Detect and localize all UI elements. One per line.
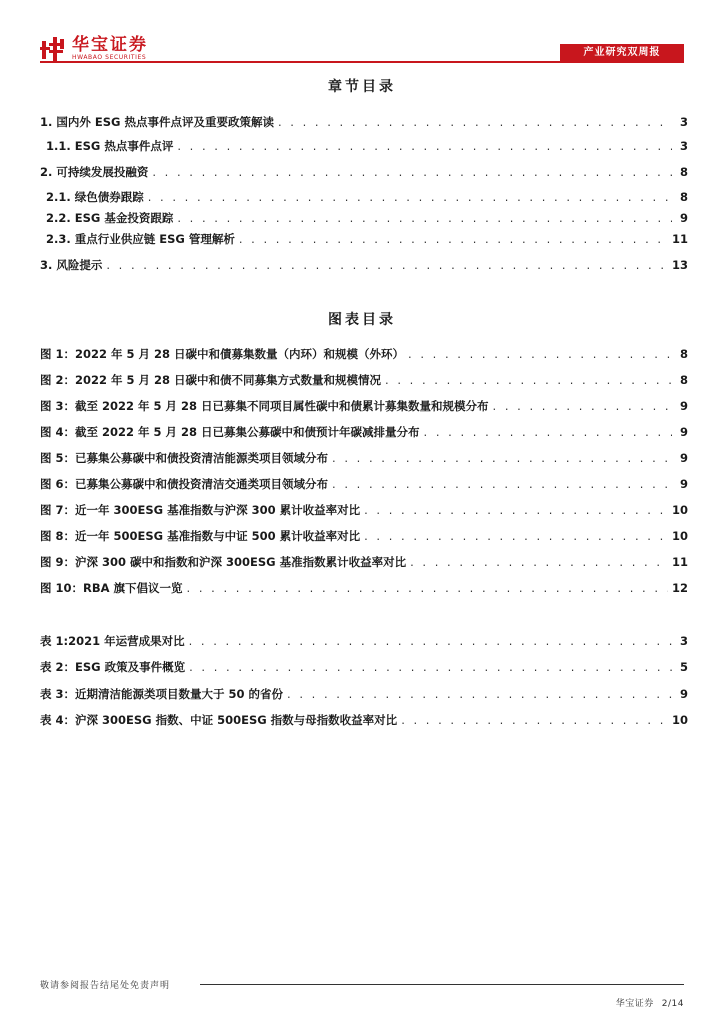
figure-toc-title: 图表目录 [328,312,396,328]
toc-chapter-2-3[interactable] [46,231,688,247]
toc-figure-7[interactable] [40,502,688,518]
toc-page-number: 8 [679,347,688,361]
toc-leader [410,554,668,570]
logo-chinese-name: 华宝证券 [72,35,148,55]
toc-leader [278,114,672,130]
logo-english-name: HWABAO SECURITIES [72,54,147,61]
toc-leader [152,164,672,180]
hwabao-logo-icon [40,37,66,61]
toc-figure-2[interactable] [40,372,688,388]
toc-figure-10[interactable] [40,580,688,596]
toc-figure-5[interactable] [40,450,688,466]
toc-page-number: 3 [679,139,688,153]
toc-label: 图 7：近一年 300ESG 基准指数与沪深 300 累计收益率对比 [40,503,361,517]
toc-table-2[interactable] [40,659,688,675]
toc-leader [332,476,672,492]
toc-page-number: 11 [671,232,688,246]
toc-chapter-3[interactable] [40,257,688,273]
toc-figure-8[interactable] [40,528,688,544]
toc-label: 图 3：截至 2022 年 5 月 28 日已募集不同项目属性碳中和债累计募集数量和规模分布 [40,399,489,413]
footer-info [608,996,684,1009]
toc-page-number: 13 [671,258,688,272]
toc-label: 图 1：2022 年 5 月 28 日碳中和債募集数量（内环）和规模（外环） [40,347,405,361]
toc-page-number: 5 [679,660,688,674]
toc-label: 图 10：RBA 旗下倡议一览 [40,581,183,595]
toc-chapter-1[interactable] [40,114,688,130]
toc-table-3[interactable] [40,686,688,702]
footer-divider [200,984,684,985]
toc-leader [424,424,672,440]
toc-figure-1[interactable] [40,346,688,362]
toc-page-number: 8 [679,190,688,204]
header-divider [40,61,684,63]
toc-label: 图 9：沪深 300 碳中和指数和沪深 300ESG 基准指数累计收益率对比 [40,555,407,569]
toc-page-number: 9 [679,425,688,439]
toc-page-number: 10 [671,529,688,543]
page-header [0,0,724,64]
toc-page-number: 9 [679,451,688,465]
toc-leader [364,502,668,518]
toc-chapter-1-1[interactable] [46,138,688,154]
toc-page-number: 11 [671,555,688,569]
toc-leader [287,686,672,702]
toc-leader [385,372,672,388]
toc-label: 2.2. ESG 基金投资跟踪 [46,211,174,225]
toc-page-number: 8 [679,373,688,387]
toc-label: 表 4：沪深 300ESG 指数、中证 500ESG 指数与母指数收益率对比 [40,713,398,727]
footer-company: 华宝证券 [615,999,654,1009]
toc-leader [106,257,668,273]
toc-label: 1.1. ESG 热点事件点评 [46,139,174,153]
toc-label: 3. 风险提示 [40,258,103,272]
toc-chapter-2-1[interactable] [46,189,688,205]
toc-table-4[interactable] [40,712,688,728]
toc-leader [408,346,672,362]
toc-page-number: 12 [671,581,688,595]
toc-page-number: 3 [679,634,688,648]
toc-leader [177,138,672,154]
toc-label: 2.3. 重点行业供应链 ESG 管理解析 [46,232,235,246]
toc-page-number: 9 [679,687,688,701]
toc-label: 图 6：已募集公募碳中和债投资清洁交通类项目领域分布 [40,477,329,491]
toc-page-number: 10 [671,713,688,727]
toc-leader [177,210,672,226]
toc-label: 表 3：近期清洁能源类项目数量大于 50 的省份 [40,687,284,701]
toc-label: 1. 国内外 ESG 热点事件点评及重要政策解读 [40,115,274,129]
disclaimer-note: 敬请参阅报告结尾处免责声明 [40,981,171,991]
toc-label: 图 5：已募集公募碳中和债投资清洁能源类项目领域分布 [40,451,329,465]
report-type-badge: 产业研究双周报 [560,44,684,62]
chapter-toc-title: 章节目录 [328,79,396,95]
toc-figure-4[interactable] [40,424,688,440]
toc-leader [332,450,672,466]
toc-label: 图 8：近一年 500ESG 基准指数与中证 500 累计收益率对比 [40,529,361,543]
toc-label: 图 2：2022 年 5 月 28 日碳中和债不同募集方式数量和规模情况 [40,373,382,387]
page-number: 2/14 [661,999,684,1009]
toc-leader [401,712,668,728]
toc-leader [364,528,668,544]
toc-page-number: 9 [679,211,688,225]
toc-leader [187,580,668,596]
toc-page-number: 8 [679,165,688,179]
toc-chapter-2[interactable] [40,164,688,180]
toc-label: 2. 可持续发展投融资 [40,165,149,179]
toc-page-number: 9 [679,399,688,413]
toc-page-number: 10 [671,503,688,517]
toc-label: 表 1:2021 年运营成果对比 [40,634,185,648]
toc-label: 表 2：ESG 政策及事件概览 [40,660,186,674]
company-logo [40,34,148,64]
toc-chapter-2-2[interactable] [46,210,688,226]
toc-figure-9[interactable] [40,554,688,570]
toc-figure-6[interactable] [40,476,688,492]
toc-page-number: 3 [679,115,688,129]
toc-label: 图 4：截至 2022 年 5 月 28 日已募集公募碳中和债预计年碳减排量分布 [40,425,420,439]
toc-figure-3[interactable] [40,398,688,414]
toc-leader [189,633,672,649]
toc-table-1[interactable] [40,633,688,649]
toc-label: 2.1. 绿色债券跟踪 [46,190,144,204]
toc-leader [148,189,672,205]
toc-leader [239,231,668,247]
toc-page-number: 9 [679,477,688,491]
toc-leader [493,398,672,414]
toc-leader [189,659,672,675]
